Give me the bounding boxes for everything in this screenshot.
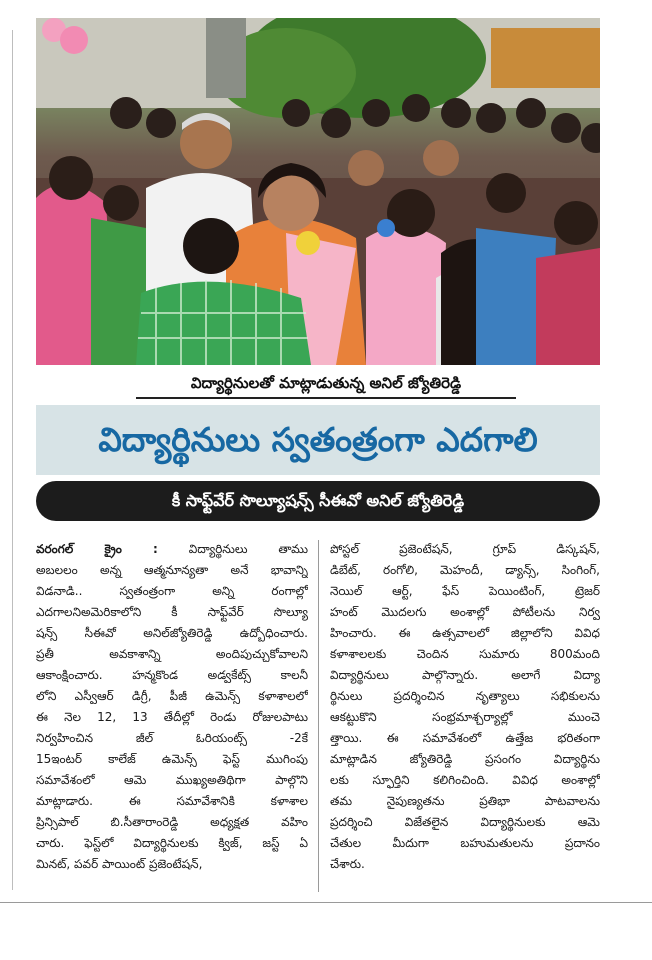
photo-illustration xyxy=(36,18,600,365)
article-line: ఆకట్టుకొని సంభ్రమాశ్చర్యాల్లో ముంచె xyxy=(330,710,600,724)
article-line: చారు. ఫెస్ట్‌లో విద్యార్థినులకు క్విజ్, జస్ట్ ఏ xyxy=(36,836,308,850)
article-line: అబలలం అన్న ఆత్మనూన్యతా అనే భావాన్ని xyxy=(36,563,308,577)
article-line: 15ఇంటర్ కాలేజ్ ఉమెన్స్ ఫెస్ట్ ముగింపు xyxy=(36,752,308,766)
article-line: ర్థినులు ప్రదర్శించిన నృత్యాలు సభికులను xyxy=(330,689,600,703)
article-line: చేశారు. xyxy=(330,857,365,871)
article-line: లోని ఎస్వీఆర్ డిగ్రీ, పీజీ ఉమెన్స్ కళాశాలలో xyxy=(36,689,308,703)
article-line: ఆకాంక్షించారు. హన్మకొండ అడ్వకేట్స్ కాలనీ xyxy=(36,668,308,682)
column-divider xyxy=(318,540,319,892)
article-line: విద్యార్థినులు పాల్గొన్నారు. అలాగే విద్యా xyxy=(330,668,600,682)
page-bottom-rule xyxy=(0,902,652,903)
article-line: నిర్వహించిన జీల్ ఓరియంట్స్ -2కే xyxy=(36,731,308,745)
article-line: తమ నైపుణ్యతను ప్రతిభా పాటవాలను xyxy=(330,794,600,808)
article-line: విడనాడి.. స్వతంత్రంగా అన్ని రంగాల్లో xyxy=(36,584,308,598)
article-line: పోస్టల్ ప్రజెంటేషన్, గ్రూప్ డిస్కషన్, xyxy=(330,542,600,556)
article-line: సమావేశంలో ఆమె ముఖ్యఅతిథిగా పాల్గొని xyxy=(36,773,308,787)
article-line: హంట్ మొదలగు అంశాల్లో పోటీలను నిర్వ xyxy=(330,605,600,619)
article-line: షన్స్ సీఈవో అనిల్‌జ్యోతిరెడ్డి ఉద్బోధించారు. xyxy=(36,626,308,640)
article-line: ప్రతీ అవకాశాన్ని అందిపుచ్చుకోవాలని xyxy=(36,647,308,661)
article-line: ఈ నెల 12, 13 తేదీల్లో రెండు రోజులపాటు xyxy=(36,710,308,724)
article-column-right xyxy=(330,539,600,875)
article-line: వరంగల్ క్రైం : విద్యార్థినులు తాము xyxy=(36,542,308,556)
article-line: చేతుల మీదుగా బహుమతులను ప్రదానం xyxy=(330,836,600,850)
article-line: డిబేట్, రంగోలి, మెహందీ, డ్యాన్స్, సింగింగ్, xyxy=(330,563,600,577)
article-line: ఎదగాలనిఅమెరికాలోని కీ సాఫ్ట్‌వేర్ సొల్యూ xyxy=(36,605,308,619)
headline: విద్యార్థినులు స్వతంత్రంగా ఎదగాలి xyxy=(36,405,600,475)
article-line: కళాశాలలకు చెందిన సుమారు 800మంది xyxy=(330,647,600,661)
article-line: త్తాయి. ఈ సమావేశంలో ఉత్తేజ భరితంగా xyxy=(330,731,600,745)
article-line: మాట్లాడారు. ఈ సమావేశానికి కళాశాల xyxy=(36,794,308,808)
article-line: హించారు. ఈ ఉత్సవాలలో జిల్లాలోని వివిధ xyxy=(330,626,600,640)
article-column-left xyxy=(36,539,308,875)
photo-caption-area xyxy=(36,365,600,401)
article-line: నెయిల్ ఆర్ట్, ఫేస్ పెయింటింగ్, ట్రెజర్ xyxy=(330,584,600,598)
news-photo xyxy=(36,18,600,365)
article-line: లకు స్ఫూర్తిని కలిగించింది. వివిధ అంశాల్లో xyxy=(330,773,600,787)
article-line: మాట్లాడిన జ్యోతిరెడ్డి ప్రసంగం విద్యార్థిను xyxy=(330,752,600,766)
subheadline: కీ సాఫ్ట్‌వేర్ సొల్యూషన్స్ సీఈవో అనిల్ జ్యోతిరెడ్డి xyxy=(36,481,600,521)
article-line: ప్రిన్సిపాల్ బి.సీతారాంరెడ్డి అధ్యక్షత వహిం xyxy=(36,815,308,829)
article-line: మినట్, పవర్ పాయింట్ ప్రజెంటేషన్, xyxy=(36,857,203,871)
page-left-rule xyxy=(12,30,13,890)
photo-caption: విద్యార్థినులతో మాట్లాడుతున్న అనిల్ జ్యోతిరెడ్డి xyxy=(136,369,516,399)
article-line: ప్రదర్శించి విజేతలైన విద్యార్థినులకు ఆమె xyxy=(330,815,600,829)
dateline: వరంగల్ క్రైం : xyxy=(36,542,158,556)
